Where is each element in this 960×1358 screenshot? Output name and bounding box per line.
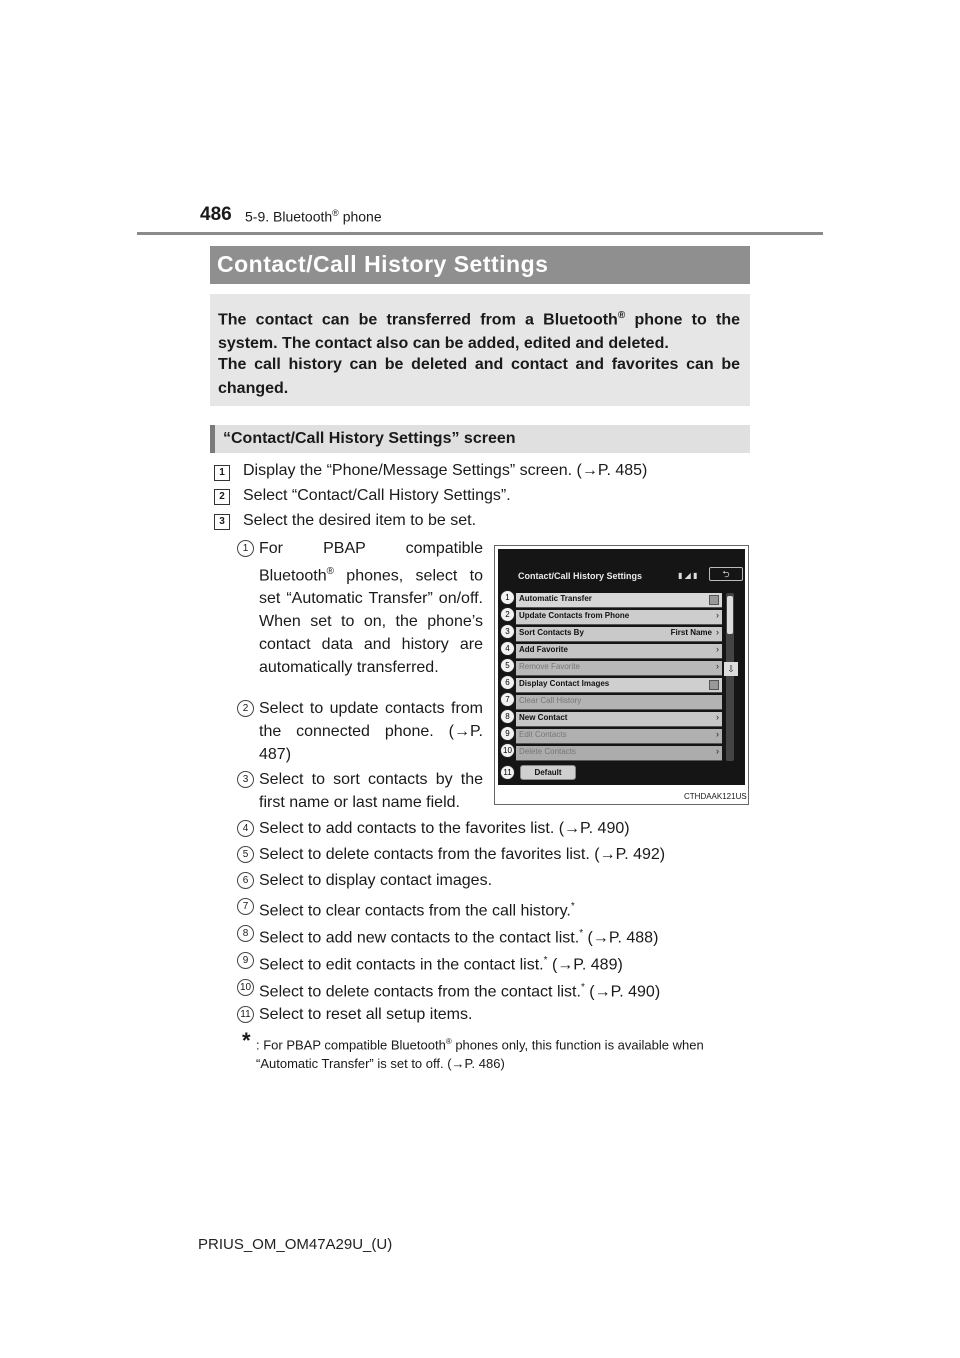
menu-label: Sort Contacts By	[519, 628, 584, 637]
step-number: 1	[214, 465, 230, 481]
item-description	[259, 976, 660, 1003]
page-reference: (→P. 488)	[583, 929, 659, 947]
subsection-title: “Contact/Call History Settings” screen	[223, 430, 516, 447]
item-number: 8	[237, 925, 254, 942]
chevron-right-icon: ›	[716, 729, 719, 739]
item-description: Select to reset all setup items.	[259, 1006, 473, 1023]
intro-paragraph-1	[218, 304, 740, 356]
item-text: Select to clear contacts from the call history.	[259, 902, 571, 920]
item-number: 4	[237, 820, 254, 837]
callout-11: 11	[500, 765, 515, 780]
step-text: Select the desired item to be set.	[243, 512, 477, 529]
item-description: Select to update contacts from the connected phone. (→P. 487)	[259, 700, 483, 763]
callout-9: 9	[500, 726, 515, 741]
menu-label: Display Contact Images	[519, 679, 610, 688]
callout-6: 6	[500, 675, 515, 690]
menu-label: Edit Contacts	[519, 730, 567, 739]
chevron-right-icon: ›	[716, 644, 719, 654]
menu-row-new-contact	[516, 712, 722, 727]
menu-row-automatic-transfer	[516, 593, 722, 608]
registered-mark: ®	[326, 566, 334, 577]
item-number: 1	[237, 540, 254, 557]
item-description	[259, 537, 483, 679]
menu-row-delete-contacts	[516, 746, 722, 761]
item-number: 7	[237, 898, 254, 915]
intro-box	[210, 294, 750, 406]
scrollbar-thumb	[727, 596, 733, 634]
step-number: 3	[214, 514, 230, 530]
item-text: Select to add new contacts to the contact list.	[259, 929, 580, 947]
menu-row-remove-favorite	[516, 661, 722, 676]
page-title: Contact/Call History Settings	[217, 251, 549, 277]
item-number: 2	[237, 700, 254, 717]
page-number: 486	[200, 204, 232, 225]
image-code: CTHDAAK121US	[684, 792, 747, 801]
item-text-b: phones, select to set “Automatic Transfer” on/off. When set to on, the phone’s contact data and history are automatically transferred.	[259, 567, 483, 677]
item-description	[259, 922, 658, 949]
menu-label: Automatic Transfer	[519, 594, 592, 603]
checkbox-icon	[709, 680, 719, 690]
menu-label: New Contact	[519, 713, 568, 722]
asterisk: *	[543, 955, 548, 966]
scroll-down-icon: ⇩	[724, 662, 738, 676]
footnote-asterisk: *	[242, 1028, 251, 1053]
default-button: Default	[520, 765, 576, 780]
item-description: Select to delete contacts from the favorites list. (→P. 492)	[259, 846, 666, 863]
chevron-right-icon: ›	[716, 610, 719, 620]
menu-value: First Name	[670, 628, 712, 637]
callout-2: 2	[500, 607, 515, 622]
chevron-right-icon: ›	[716, 661, 719, 671]
footnote-text-a: : For PBAP compatible Bluetooth	[256, 1037, 446, 1053]
callout-7: 7	[500, 692, 515, 707]
item-number: 9	[237, 952, 254, 969]
item-text: Select to edit contacts in the contact list.	[259, 956, 544, 974]
registered-mark: ®	[445, 1037, 452, 1046]
footnote-text-b: phones only, this function is available when “Automatic Transfer” is set to off. (→P. 486)	[256, 1037, 704, 1072]
header-rule	[137, 232, 823, 235]
callout-4: 4	[500, 641, 515, 656]
screen-title: Contact/Call History Settings	[518, 571, 643, 581]
menu-row-edit-contacts	[516, 729, 722, 744]
callout-10: 10	[500, 743, 515, 758]
menu-label: Update Contacts from Phone	[519, 611, 630, 620]
menu-row-clear-call-history	[516, 695, 722, 710]
page-reference: (→P. 489)	[547, 956, 623, 974]
item-description: Select to sort contacts by the first name or last name field.	[259, 771, 483, 811]
item-description	[259, 949, 623, 976]
item-description: Select to add contacts to the favorites list. (→P. 490)	[259, 820, 630, 837]
menu-row-display-contact-images	[516, 678, 722, 693]
item-number: 3	[237, 771, 254, 788]
menu-label: Add Favorite	[519, 645, 568, 654]
asterisk: *	[580, 982, 585, 993]
document-code: PRIUS_OM_OM47A29U_(U)	[198, 1236, 393, 1253]
item-text-a: For PBAP compatible Bluetooth	[259, 540, 483, 585]
menu-label: Delete Contacts	[519, 747, 576, 756]
checkbox-icon	[709, 595, 719, 605]
step-text: Select “Contact/Call History Settings”.	[243, 487, 511, 504]
chevron-right-icon: ›	[716, 627, 719, 637]
intro-text-b: phone to the system. The contact also can be added, edited and deleted.	[218, 311, 741, 353]
intro-text-a: The contact can be transferred from a Bluetooth	[218, 311, 618, 329]
item-number: 10	[237, 979, 254, 996]
page-reference: (→P. 490)	[584, 983, 661, 1001]
menu-row-update-contacts	[516, 610, 722, 625]
item-number: 5	[237, 846, 254, 863]
item-number: 6	[237, 872, 254, 889]
item-description: Select to display contact images.	[259, 872, 493, 889]
footnote	[256, 1032, 751, 1073]
menu-label: Remove Favorite	[519, 662, 580, 671]
status-icons: ▮ ◢ ▮	[678, 571, 698, 580]
registered-mark: ®	[332, 208, 339, 218]
intro-paragraph-2: The call history can be deleted and contact and favorites can be changed.	[218, 356, 740, 397]
menu-row-add-favorite	[516, 644, 722, 659]
asterisk: *	[570, 901, 575, 912]
registered-mark: ®	[617, 310, 626, 321]
callout-8: 8	[500, 709, 515, 724]
item-description	[259, 895, 575, 922]
step-text: Display the “Phone/Message Settings” screen. (→P. 485)	[243, 462, 648, 479]
item-text: Select to delete contacts from the contact list.	[259, 983, 581, 1001]
asterisk: *	[579, 928, 584, 939]
item-number: 11	[237, 1006, 254, 1023]
step-number: 2	[214, 489, 230, 505]
chevron-right-icon: ›	[716, 712, 719, 722]
menu-row-sort-contacts	[516, 627, 722, 642]
callout-5: 5	[500, 658, 515, 673]
callout-1: 1	[500, 590, 515, 605]
chapter-heading	[245, 208, 382, 225]
chapter-suffix: phone	[338, 208, 382, 225]
chapter-prefix: 5-9. Bluetooth	[245, 208, 333, 225]
chevron-right-icon: ›	[716, 746, 719, 756]
callout-3: 3	[500, 624, 515, 639]
menu-label: Clear Call History	[519, 696, 582, 705]
back-icon: ⮌	[709, 567, 743, 581]
